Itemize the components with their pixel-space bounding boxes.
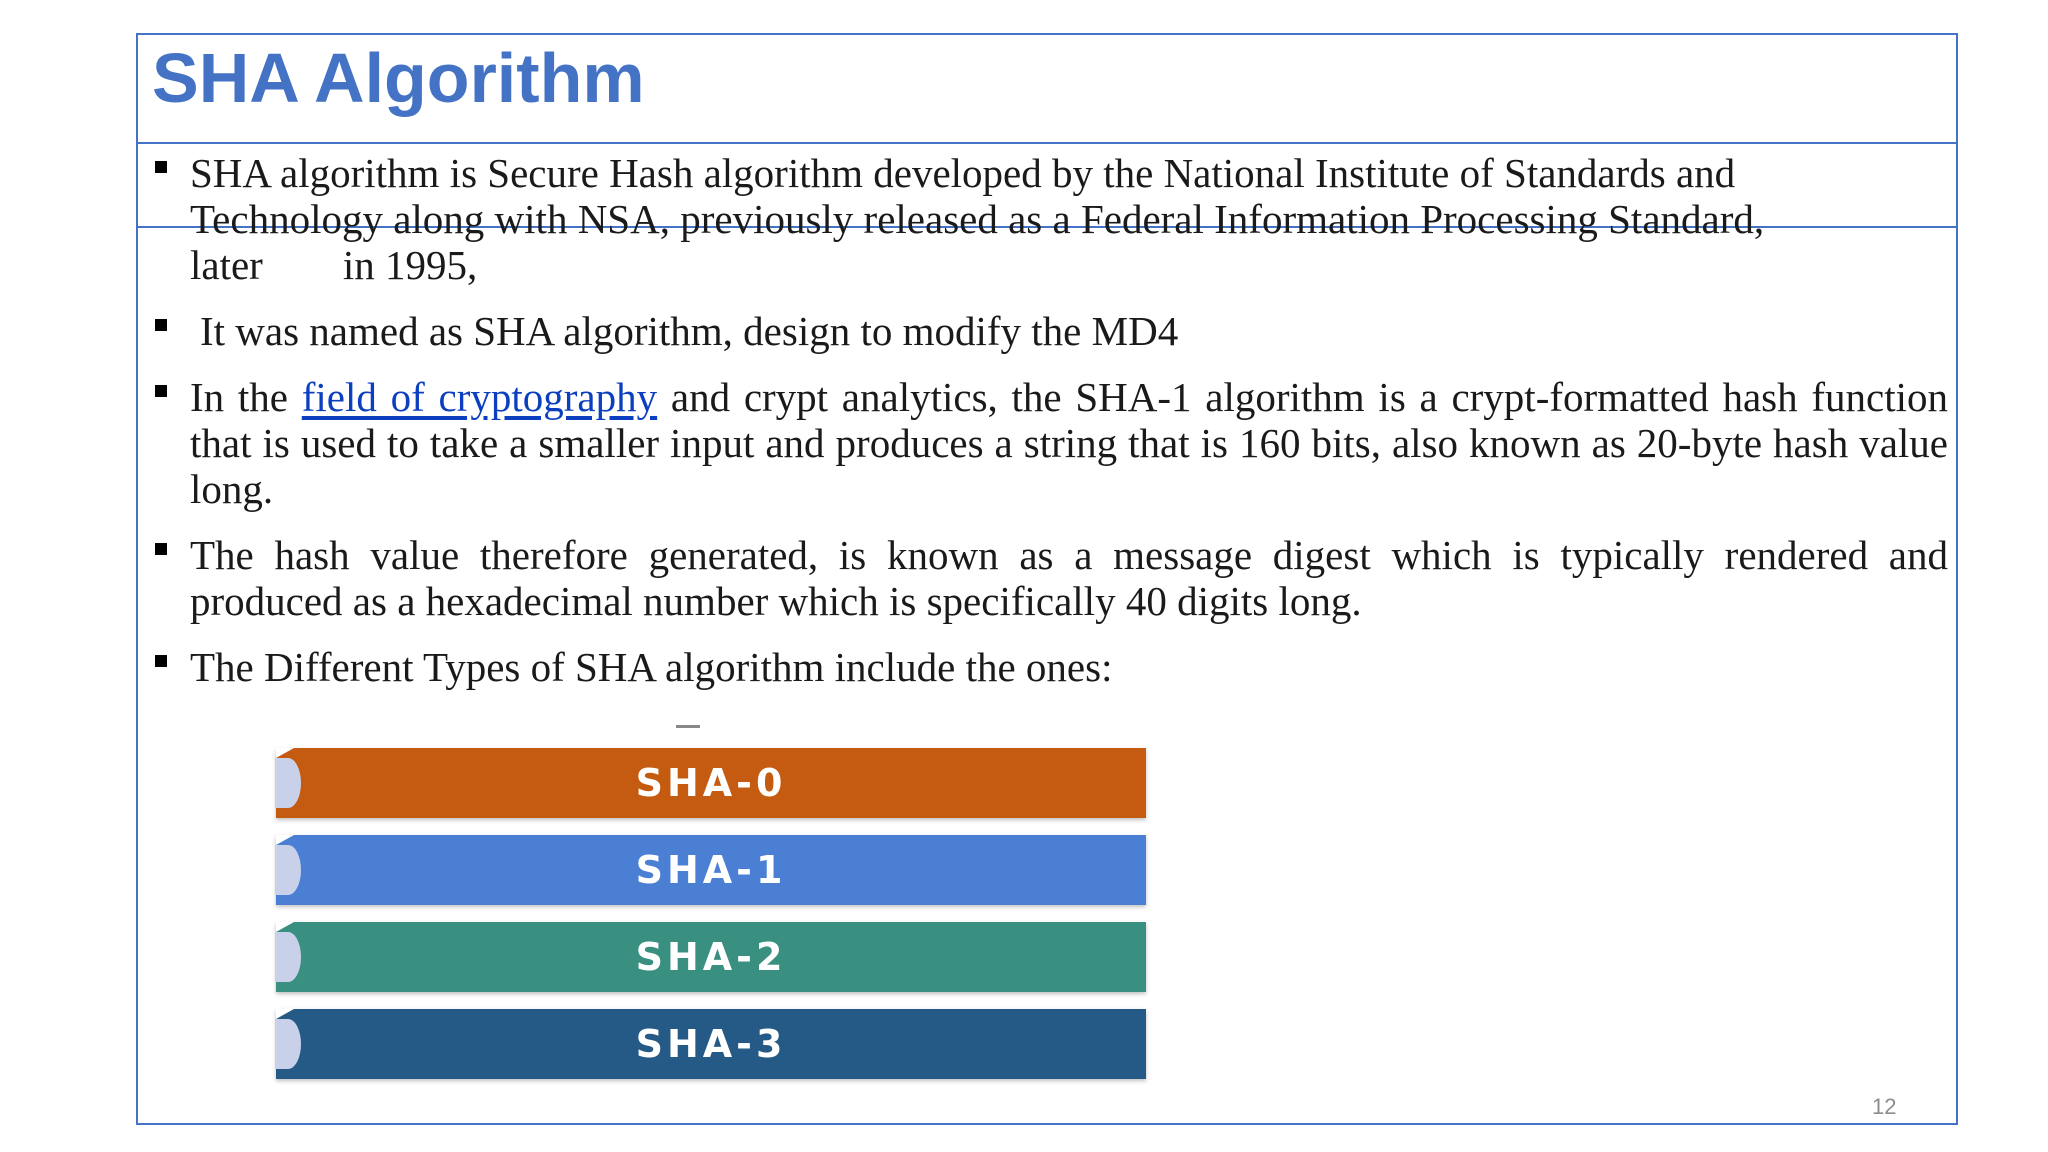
sha-1-bar [276, 835, 1146, 905]
sha-type-label: SHA-0 [635, 761, 787, 805]
bullet-item [152, 150, 1948, 288]
bullet-square-icon [155, 161, 167, 173]
sha-2-bar [276, 922, 1146, 992]
bullet-text-line: later [190, 242, 263, 288]
bullet-text: and crypt analytics, the SHA-1 algorithm is a crypt-formatted hash function that is used to take a smaller input and produces a string that is 160 bits, also known as 20-byte hash value long. [190, 374, 1949, 512]
bullet-square-icon [155, 655, 167, 667]
cryptography-link[interactable]: field of cryptography [301, 374, 658, 420]
bullet-square-icon [155, 385, 167, 397]
bullet-text: The hash value therefore generated, is known as a message digest which is typically rendered and produced as a hexadecimal number which is specifically 40 digits long. [190, 532, 1948, 624]
bullet-item [152, 644, 1948, 690]
sha-type-label: SHA-2 [635, 935, 787, 979]
bullet-square-icon [155, 543, 167, 555]
bullet-text-line: in 1995, [342, 242, 478, 288]
bullet-item [152, 308, 1948, 354]
bullet-text: It was named as SHA algorithm, design to modify the MD4 [200, 308, 1179, 354]
bullet-text: The Different Types of SHA algorithm include the ones: [190, 644, 1113, 690]
bullet-text-line: SHA algorithm is Secure Hash algorithm developed by the National Institute of Standards and [190, 150, 1736, 196]
bullet-text-line: Technology along with NSA, previously released as a Federal Information Processing Standard, [190, 196, 1765, 242]
bullet-item [152, 374, 1948, 512]
sha-0-bar [276, 748, 1146, 818]
bullet-list [152, 150, 1948, 710]
sha-type-label: SHA-1 [635, 848, 787, 892]
bullet-item [152, 532, 1948, 624]
sha-3-bar [276, 1009, 1146, 1079]
bullet-square-icon [155, 319, 167, 331]
bullet-text: In the [190, 374, 288, 420]
page-number: 12 [1872, 1094, 1897, 1119]
title-divider [136, 142, 1958, 144]
dash-mark [676, 725, 700, 728]
sha-type-label: SHA-3 [635, 1022, 787, 1066]
slide-title: SHA Algorithm [152, 39, 645, 117]
